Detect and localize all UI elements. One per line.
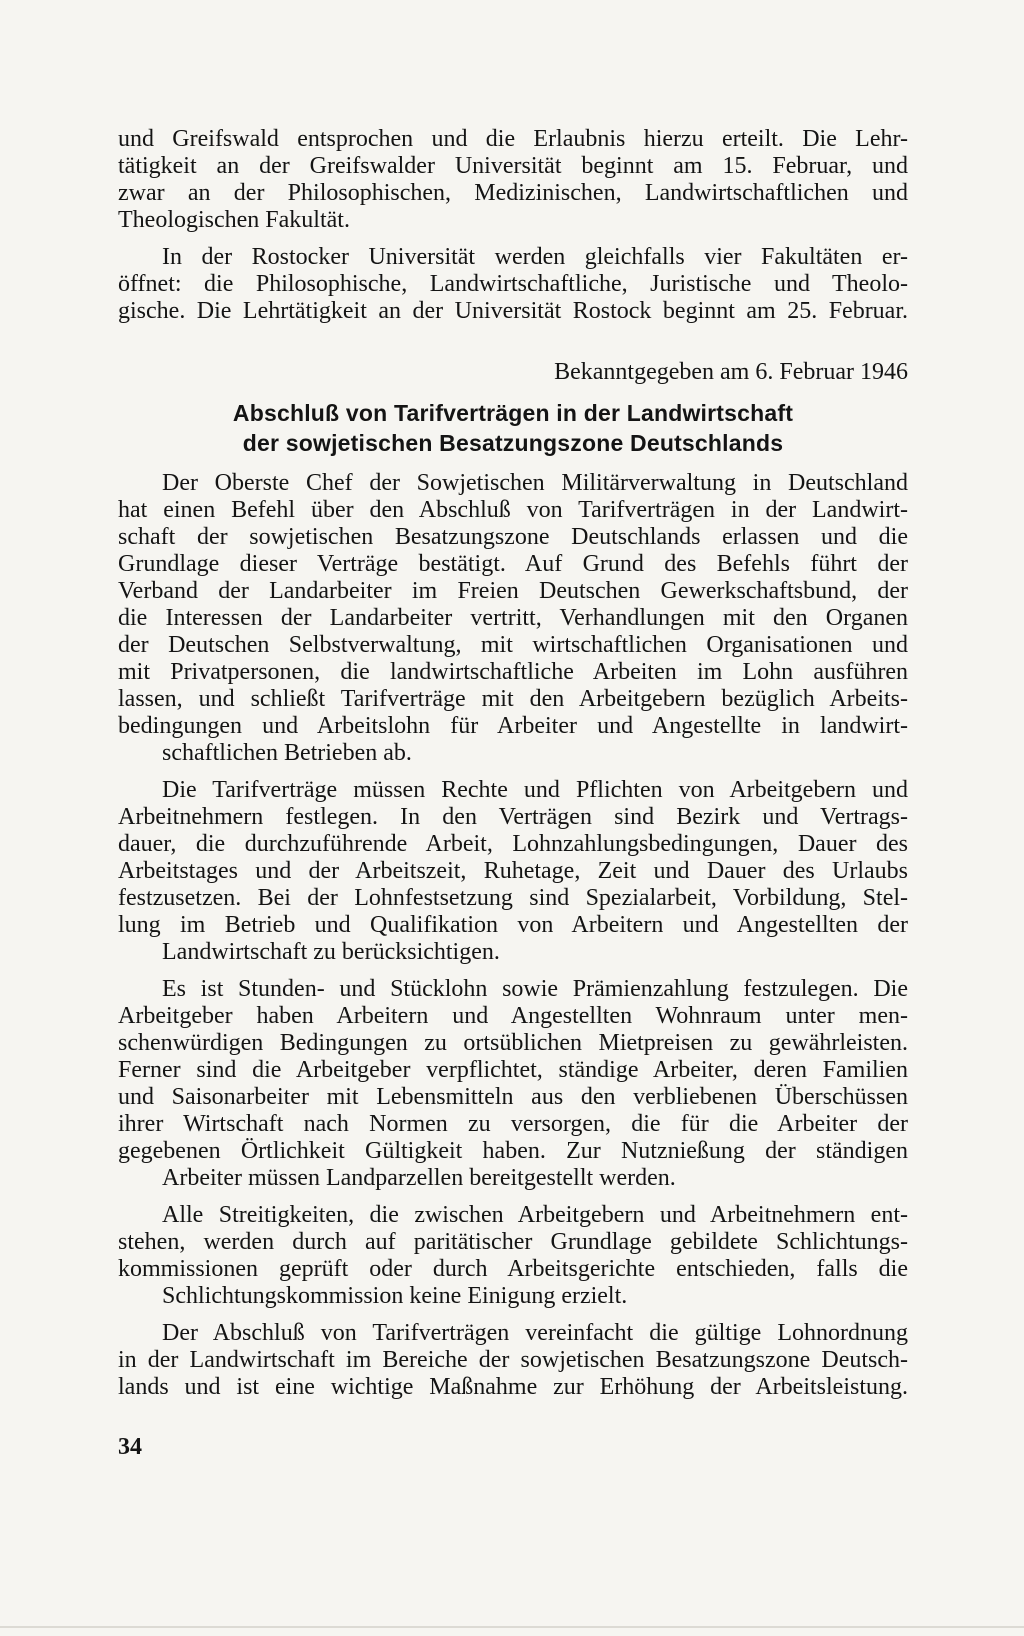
- text-line: der Deutschen Selbstverwaltung, mit wirtschaftlichen Organisationen und: [118, 632, 908, 658]
- text-line: kommissionen geprüft oder durch Arbeitsgerichte entschieden, falls die: [118, 1256, 908, 1282]
- announcement-date: Bekanntgegeben am 6. Februar 1946: [554, 359, 908, 385]
- text-line: In der Rostocker Universität werden gleichfalls vier Fakultäten er-: [162, 244, 908, 270]
- text-line: Arbeiter müssen Landparzellen bereitgestellt werden.: [162, 1165, 676, 1191]
- paragraph: [118, 126, 908, 234]
- text-line: Theologischen Fakultät.: [118, 207, 350, 233]
- intro-section: [118, 126, 908, 325]
- text-line: in der Landwirtschaft im Bereiche der sowjetischen Besatzungszone Deutsch-: [118, 1347, 908, 1373]
- paragraph: [118, 1202, 908, 1310]
- paragraph: [118, 1320, 908, 1401]
- paragraph: [118, 470, 908, 767]
- text-line: lassen, und schließt Tarifverträge mit den Arbeitgebern bezüglich Arbeits-: [118, 686, 908, 712]
- text-line: und Saisonarbeiter mit Lebensmitteln aus den verbliebenen Überschüssen: [118, 1084, 908, 1110]
- text-line: Arbeitgeber haben Arbeitern und Angestellten Wohnraum unter men-: [118, 1003, 908, 1029]
- paragraph: [118, 244, 908, 325]
- page-edge-divider: [0, 1626, 1024, 1628]
- text-line: gische. Die Lehrtätigkeit an der Universität Rostock beginnt am 25. Februar.: [118, 298, 908, 324]
- paragraph: [118, 976, 908, 1192]
- text-line: öffnet: die Philosophische, Landwirtschaftliche, Juristische und Theolo-: [118, 271, 908, 297]
- page-number: 34: [118, 1434, 142, 1460]
- text-line: Arbeitstages und der Arbeitszeit, Ruhetage, Zeit und Dauer des Urlaubs: [118, 858, 908, 884]
- heading-line: Abschluß von Tarifverträgen in der Landwirtschaft: [232, 400, 794, 426]
- text-line: Arbeitnehmern festlegen. In den Verträgen sind Bezirk und Vertrags-: [118, 804, 908, 830]
- text-line: Es ist Stunden- und Stücklohn sowie Prämienzahlung festzulegen. Die: [162, 976, 908, 1002]
- text-line: Die Tarifverträge müssen Rechte und Pflichten von Arbeitgebern und: [162, 777, 908, 803]
- text-line: gegebenen Örtlichkeit Gültigkeit haben. Zur Nutznießung der ständigen: [118, 1138, 908, 1164]
- text-line: schaft der sowjetischen Besatzungszone Deutschlands erlassen und die: [118, 524, 908, 550]
- text-line: lung im Betrieb und Qualifikation von Arbeitern und Angestellten der: [118, 912, 908, 938]
- text-line: stehen, werden durch auf paritätischer Grundlage gebildete Schlichtungs-: [118, 1229, 908, 1255]
- text-line: mit Privatpersonen, die landwirtschaftliche Arbeiten im Lohn ausführen: [118, 659, 908, 685]
- text-line: bedingungen und Arbeitslohn für Arbeiter und Angestellte in landwirt-: [118, 713, 908, 739]
- text-line: Verband der Landarbeiter im Freien Deutschen Gewerkschaftsbund, der: [118, 578, 908, 604]
- heading-line: der sowjetischen Besatzungszone Deutschlands: [242, 430, 784, 456]
- text-line: schaftlichen Betrieben ab.: [162, 740, 412, 766]
- text-line: dauer, die durchzuführende Arbeit, Lohnzahlungsbedingungen, Dauer des: [118, 831, 908, 857]
- text-line: die Interessen der Landarbeiter vertritt, Verhandlungen mit den Organen: [118, 605, 908, 631]
- text-line: ihrer Wirtschaft nach Normen zu versorgen, die für die Arbeiter der: [118, 1111, 908, 1137]
- text-line: Ferner sind die Arbeitgeber verpflichtet, ständige Arbeiter, deren Familien: [118, 1057, 908, 1083]
- text-line: und Greifswald entsprochen und die Erlaubnis hierzu erteilt. Die Lehr-: [118, 126, 908, 152]
- text-line: Der Abschluß von Tarifverträgen vereinfacht die gültige Lohnordnung: [162, 1320, 908, 1346]
- text-line: lands und ist eine wichtige Maßnahme zur Erhöhung der Arbeitsleistung.: [118, 1374, 908, 1400]
- text-line: Grundlage dieser Verträge bestätigt. Auf Grund des Befehls führt der: [118, 551, 908, 577]
- text-line: Schlichtungskommission keine Einigung erzielt.: [162, 1283, 628, 1309]
- paragraph: [118, 777, 908, 966]
- text-line: Landwirtschaft zu berücksichtigen.: [162, 939, 500, 965]
- section-heading: [118, 398, 908, 458]
- text-line: Alle Streitigkeiten, die zwischen Arbeitgebern und Arbeitnehmern ent-: [162, 1202, 908, 1228]
- text-line: tätigkeit an der Greifswalder Universität beginnt am 15. Februar, und: [118, 153, 908, 179]
- text-line: Der Oberste Chef der Sowjetischen Militärverwaltung in Deutschland: [162, 470, 908, 496]
- document-page: [118, 126, 908, 1401]
- text-line: schenwürdigen Bedingungen zu ortsüblichen Mietpreisen zu gewährleisten.: [118, 1030, 908, 1056]
- text-line: hat einen Befehl über den Abschluß von Tarifverträgen in der Landwirt-: [118, 497, 908, 523]
- text-line: festzusetzen. Bei der Lohnfestsetzung sind Spezialarbeit, Vorbildung, Stel-: [118, 885, 908, 911]
- body-section: [118, 470, 908, 1401]
- text-line: zwar an der Philosophischen, Medizinischen, Landwirtschaftlichen und: [118, 180, 908, 206]
